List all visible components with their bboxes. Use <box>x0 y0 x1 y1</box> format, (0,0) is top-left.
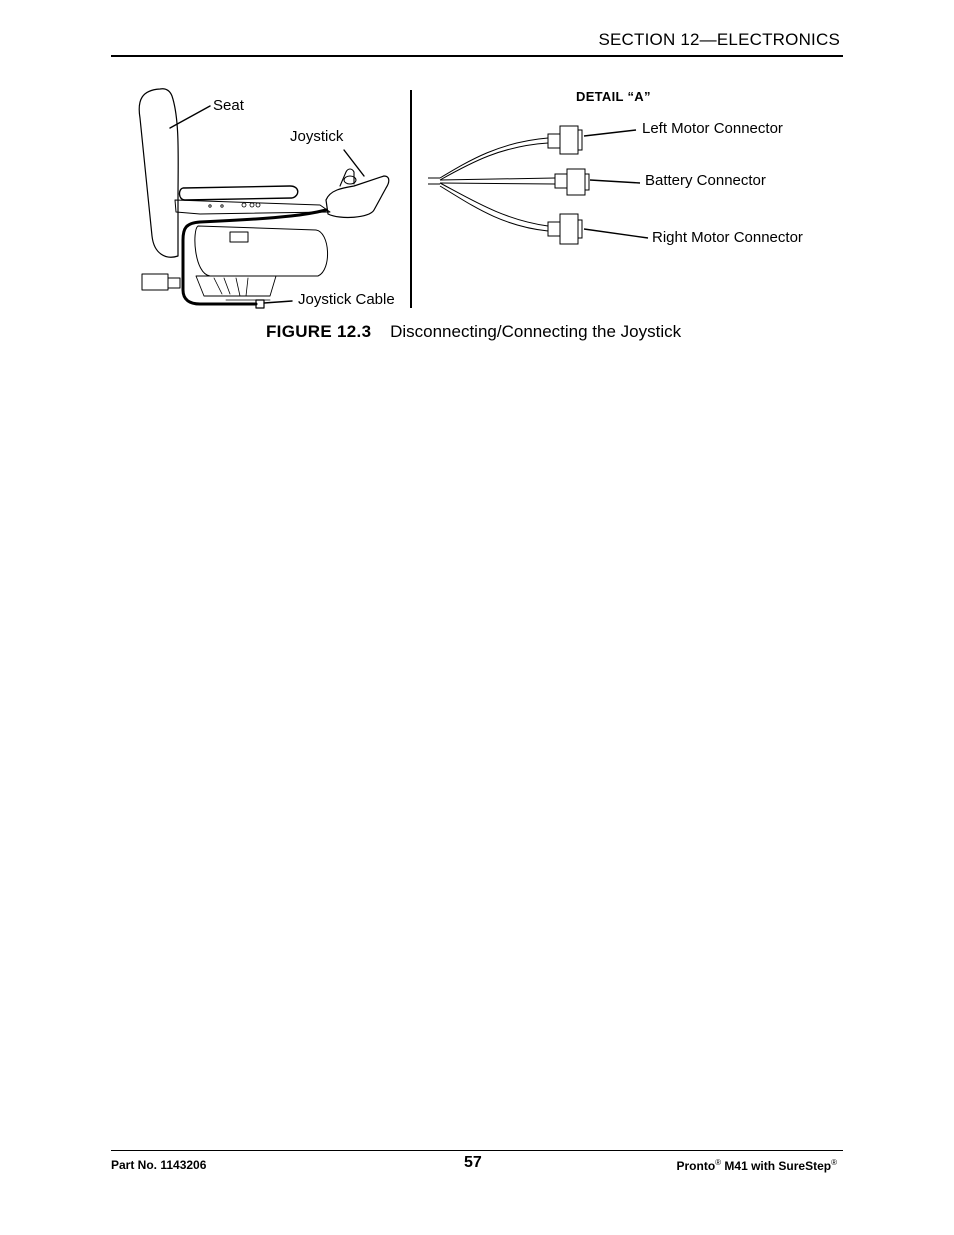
left-motor-wire <box>440 138 548 180</box>
right-motor-connector-label: Right Motor Connector <box>652 229 803 246</box>
product-name <box>676 1158 837 1173</box>
armrest <box>179 186 297 200</box>
registered-mark: ® <box>715 1158 722 1167</box>
page-number: 57 <box>464 1154 482 1171</box>
figure-caption-text: Disconnecting/Connecting the Joystick <box>390 322 682 341</box>
seat-latch <box>230 232 248 242</box>
figure-illustration <box>0 0 954 320</box>
joystick-label: Joystick <box>290 128 344 145</box>
joystick-module <box>326 176 389 217</box>
figure-caption <box>266 322 681 342</box>
registered-mark-2: ® <box>831 1158 837 1167</box>
left-motor-plug <box>548 126 582 154</box>
battery-wire <box>440 178 555 184</box>
section-title: SECTION 12—ELECTRONICS <box>598 30 840 49</box>
joystick-cable-label: Joystick Cable <box>298 291 395 308</box>
figure-number: FIGURE 12.3 <box>266 322 372 341</box>
part-number: Part No. 1143206 <box>111 1158 207 1172</box>
left-motor-leader <box>584 130 636 136</box>
seat-back <box>139 89 178 257</box>
seat-label: Seat <box>213 97 244 114</box>
seat-base <box>195 226 328 276</box>
battery-leader <box>590 180 640 183</box>
detail-a-title: DETAIL “A” <box>576 89 651 104</box>
joystick-cable <box>183 210 326 304</box>
product-brand: Pronto <box>676 1159 716 1173</box>
right-motor-wire <box>440 183 548 231</box>
rear-connector <box>142 274 168 290</box>
right-motor-plug <box>548 214 582 244</box>
battery-plug <box>555 169 589 195</box>
product-model: M41 with SureStep <box>721 1159 832 1173</box>
left-motor-connector-label: Left Motor Connector <box>642 120 783 137</box>
harness-trunk <box>428 178 440 184</box>
battery-connector-label: Battery Connector <box>645 172 766 189</box>
joystick-cable-leader <box>264 301 292 303</box>
right-motor-leader <box>584 229 648 238</box>
footer-rule <box>111 1150 843 1151</box>
